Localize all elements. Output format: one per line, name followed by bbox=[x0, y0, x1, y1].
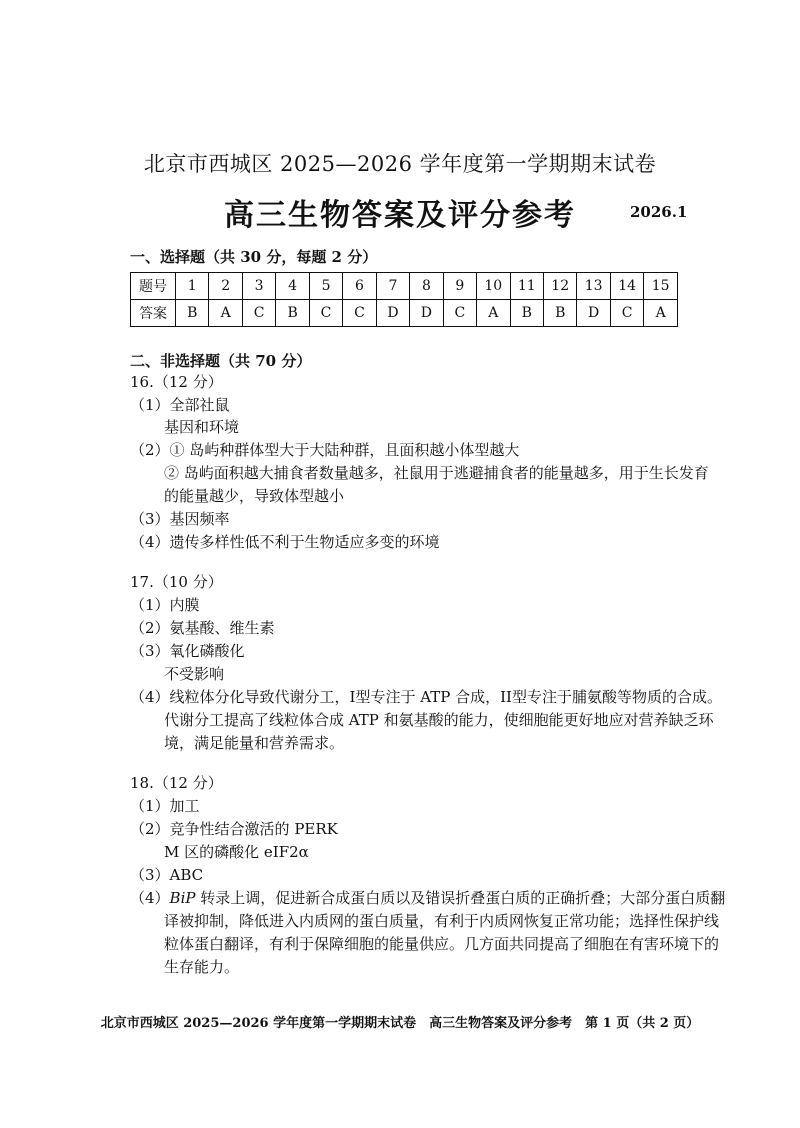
answer-line: （2）竞争性结合激活的 PERK bbox=[130, 820, 338, 838]
gene-name: BiP bbox=[169, 889, 196, 907]
answer-line: M 区的磷酸化 eIF2α bbox=[164, 843, 309, 861]
question-number: 3 bbox=[242, 273, 275, 300]
answer-cell: A bbox=[209, 300, 242, 327]
document-date: 2026.1 bbox=[630, 203, 688, 221]
question-number: 7 bbox=[376, 273, 409, 300]
question-number: 6 bbox=[343, 273, 376, 300]
answer-cell: B bbox=[510, 300, 543, 327]
document-title: 高三生物答案及评分参考 bbox=[224, 198, 576, 233]
answer-cell: C bbox=[610, 300, 643, 327]
question-number: 5 bbox=[309, 273, 342, 300]
answer-line: （3）ABC bbox=[130, 866, 204, 884]
question-number: 15 bbox=[644, 273, 678, 300]
answer-row bbox=[131, 300, 678, 327]
answer-cell: C bbox=[443, 300, 476, 327]
question-number-row bbox=[131, 273, 678, 300]
answer-line: 境，满足能量和营养需求。 bbox=[164, 734, 345, 752]
answer-cell: C bbox=[242, 300, 275, 327]
question-number: 13 bbox=[577, 273, 610, 300]
question-number: 12 bbox=[543, 273, 576, 300]
answer-line: 生存能力。 bbox=[164, 958, 240, 976]
answer-cell: B bbox=[276, 300, 309, 327]
answer-line bbox=[130, 887, 725, 908]
answer-line: （4）线粒体分化导致代谢分工，I型专注于 ATP 合成，II型专注于脯氨酸等物质的合成。 bbox=[130, 688, 722, 706]
answer-table bbox=[130, 272, 678, 327]
question-number: 2 bbox=[209, 273, 242, 300]
exam-title: 北京市西城区 2025—2026 学年度第一学期期末试卷 bbox=[143, 152, 657, 176]
question-number: 11 bbox=[510, 273, 543, 300]
answer-line: 代谢分工提高了线粒体合成 ATP 和氨基酸的能力，使细胞能更好地应对营养缺乏环 bbox=[164, 711, 714, 729]
answer-line: （1）加工 bbox=[130, 797, 200, 815]
section-heading-choice: 一、选择题（共 30 分，每题 2 分） bbox=[130, 248, 378, 266]
question-title: 17.（10 分） bbox=[130, 573, 223, 591]
answer-line: （1）全部社鼠 bbox=[130, 396, 230, 414]
answer-line: 基因和环境 bbox=[164, 418, 240, 436]
question-number: 9 bbox=[443, 273, 476, 300]
answer-cell: B bbox=[543, 300, 576, 327]
question-number: 8 bbox=[410, 273, 443, 300]
answer-cell: A bbox=[477, 300, 510, 327]
answer-cell: D bbox=[376, 300, 409, 327]
answer-line: （3）氧化磷酸化 bbox=[130, 642, 245, 660]
answer-cell: C bbox=[309, 300, 342, 327]
answer-line: 的能量越少，导致体型越小 bbox=[164, 487, 345, 505]
question-number: 14 bbox=[610, 273, 643, 300]
question-title: 16.（12 分） bbox=[130, 373, 223, 391]
question-number: 1 bbox=[176, 273, 209, 300]
answer-line: ② 岛屿面积越大捕食者数量越多，社鼠用于逃避捕食者的能量越多，用于生长发育 bbox=[164, 464, 709, 482]
answer-cell: D bbox=[577, 300, 610, 327]
answer-line: （4）遗传多样性低不利于生物适应多变的环境 bbox=[130, 533, 440, 551]
question-number: 10 bbox=[477, 273, 510, 300]
answer-line: （1）内膜 bbox=[130, 596, 200, 614]
answer-cell: C bbox=[343, 300, 376, 327]
answer-line: （3）基因频率 bbox=[130, 510, 230, 528]
answer-line: 不受影响 bbox=[164, 665, 225, 683]
question-number: 4 bbox=[276, 273, 309, 300]
question-title: 18.（12 分） bbox=[130, 774, 223, 792]
answer-line: （2）氨基酸、维生素 bbox=[130, 619, 275, 637]
answer-number: （4） bbox=[130, 889, 170, 907]
row-label: 答案 bbox=[131, 300, 176, 327]
page-footer: 北京市西城区 2025—2026 学年度第一学期期末试卷 高三生物答案及评分参考 第 1 页（共 2 页） bbox=[100, 1016, 700, 1031]
section-heading-nonchoice: 二、非选择题（共 70 分） bbox=[130, 352, 312, 370]
answer-line: 粒体蛋白翻译，有利于保障细胞的能量供应。几方面共同提高了细胞在有害环境下的 bbox=[164, 935, 720, 953]
answer-cell: A bbox=[644, 300, 678, 327]
answer-line: （2）① 岛屿种群体型大于大陆种群，且面积越小体型越大 bbox=[130, 441, 520, 459]
answer-line: 译被抑制，降低进入内质网的蛋白质量，有利于内质网恢复正常功能；选择性保护线 bbox=[164, 912, 720, 930]
row-label: 题号 bbox=[131, 273, 176, 300]
answer-cell: B bbox=[176, 300, 209, 327]
answer-cell: D bbox=[410, 300, 443, 327]
answer-text: 转录上调，促进新合成蛋白质以及错误折叠蛋白质的正确折叠；大部分蛋白质翻 bbox=[195, 889, 726, 907]
